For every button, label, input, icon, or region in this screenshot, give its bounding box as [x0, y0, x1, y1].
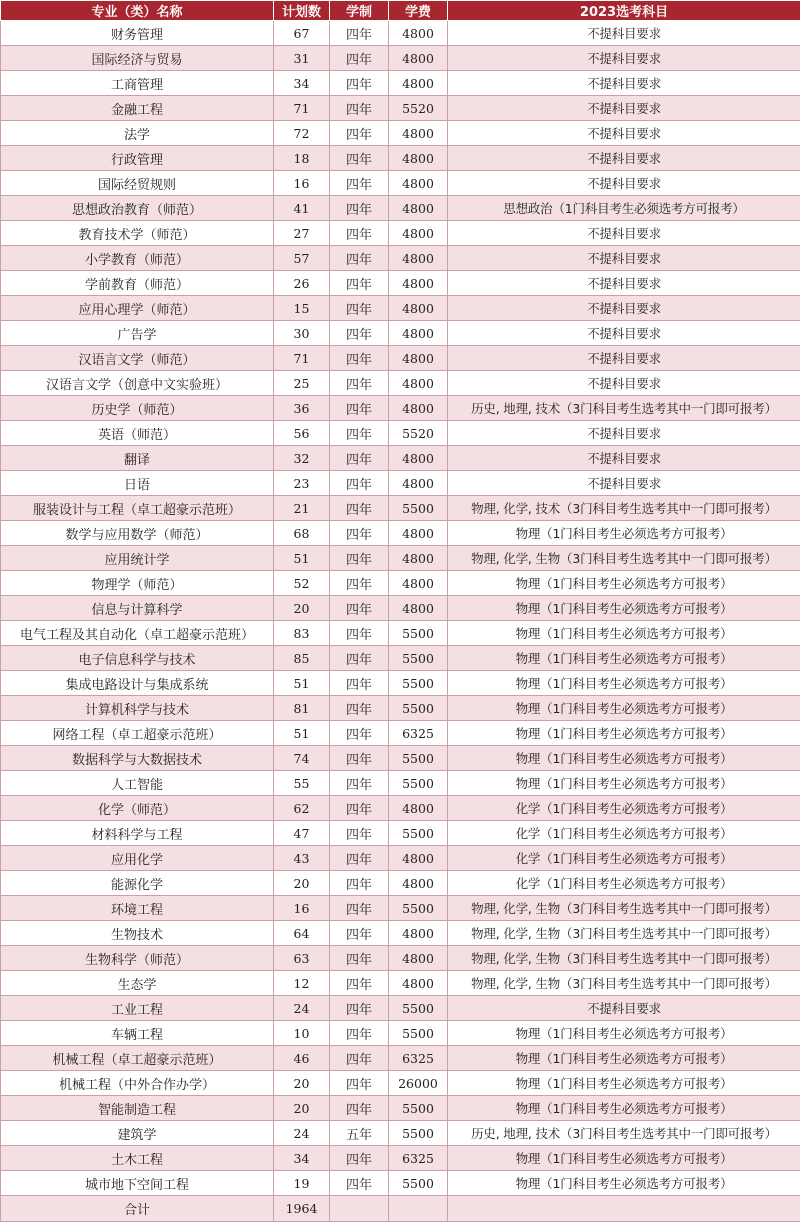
total-row — [1, 1196, 800, 1222]
major-cell: 生态学 — [1, 971, 274, 996]
major-cell: 机械工程（卓工超豪示范班） — [1, 1046, 274, 1071]
major-cell: 建筑学 — [1, 1121, 274, 1146]
major-cell: 应用化学 — [1, 846, 274, 871]
subjects-cell: 物理（1门科目考生必须选考方可报考） — [448, 596, 800, 621]
subjects-cell: 不提科目要求 — [448, 346, 800, 371]
duration-cell: 四年 — [330, 746, 389, 771]
subjects-cell: 物理（1门科目考生必须选考方可报考） — [448, 1171, 800, 1196]
major-cell: 英语（师范） — [1, 421, 274, 446]
major-cell: 生物技术 — [1, 921, 274, 946]
duration-cell: 四年 — [330, 1096, 389, 1121]
table-row — [1, 571, 800, 596]
plan-cell: 74 — [274, 746, 330, 771]
fee-cell: 4800 — [389, 171, 448, 196]
table-row — [1, 846, 800, 871]
major-cell: 日语 — [1, 471, 274, 496]
plan-cell: 56 — [274, 421, 330, 446]
subjects-cell: 不提科目要求 — [448, 121, 800, 146]
subjects-cell: 化学（1门科目考生必须选考方可报考） — [448, 846, 800, 871]
subjects-cell: 物理, 化学, 生物（3门科目考生选考其中一门即可报考） — [448, 971, 800, 996]
plan-cell: 51 — [274, 546, 330, 571]
major-cell: 人工智能 — [1, 771, 274, 796]
duration-cell: 四年 — [330, 396, 389, 421]
subjects-cell: 不提科目要求 — [448, 246, 800, 271]
major-cell: 城市地下空间工程 — [1, 1171, 274, 1196]
subjects-cell: 物理, 化学, 生物（3门科目考生选考其中一门即可报考） — [448, 946, 800, 971]
subjects-cell: 不提科目要求 — [448, 371, 800, 396]
duration-cell: 四年 — [330, 196, 389, 221]
duration-cell: 四年 — [330, 996, 389, 1021]
plan-cell: 27 — [274, 221, 330, 246]
subjects-cell: 不提科目要求 — [448, 446, 800, 471]
fee-cell: 5520 — [389, 421, 448, 446]
major-cell: 土木工程 — [1, 1146, 274, 1171]
plan-cell: 24 — [274, 1121, 330, 1146]
duration-cell: 四年 — [330, 571, 389, 596]
fee-cell: 4800 — [389, 796, 448, 821]
table-row — [1, 171, 800, 196]
fee-cell: 4800 — [389, 21, 448, 46]
major-cell: 计算机科学与技术 — [1, 696, 274, 721]
major-cell: 信息与计算科学 — [1, 596, 274, 621]
duration-cell: 五年 — [330, 1121, 389, 1146]
duration-cell: 四年 — [330, 771, 389, 796]
fee-cell: 4800 — [389, 296, 448, 321]
major-cell: 工商管理 — [1, 71, 274, 96]
table-row — [1, 371, 800, 396]
table-row — [1, 446, 800, 471]
subjects-cell: 不提科目要求 — [448, 171, 800, 196]
plan-cell: 64 — [274, 921, 330, 946]
table-row — [1, 971, 800, 996]
table-row — [1, 21, 800, 46]
duration-cell: 四年 — [330, 46, 389, 71]
fee-cell: 4800 — [389, 321, 448, 346]
table-row — [1, 246, 800, 271]
plan-cell: 47 — [274, 821, 330, 846]
duration-cell: 四年 — [330, 421, 389, 446]
fee-cell: 5500 — [389, 746, 448, 771]
header-subjects: 2023选考科目 — [448, 1, 800, 21]
plan-cell: 21 — [274, 496, 330, 521]
table-row — [1, 621, 800, 646]
fee-cell: 5500 — [389, 996, 448, 1021]
plan-cell: 71 — [274, 346, 330, 371]
fee-cell: 4800 — [389, 921, 448, 946]
major-cell: 数据科学与大数据技术 — [1, 746, 274, 771]
fee-cell: 4800 — [389, 371, 448, 396]
subjects-cell: 化学（1门科目考生必须选考方可报考） — [448, 821, 800, 846]
table-row — [1, 296, 800, 321]
table-row — [1, 871, 800, 896]
duration-cell: 四年 — [330, 871, 389, 896]
fee-cell: 26000 — [389, 1071, 448, 1096]
fee-cell: 4800 — [389, 946, 448, 971]
table-row — [1, 71, 800, 96]
duration-cell: 四年 — [330, 971, 389, 996]
fee-cell: 4800 — [389, 546, 448, 571]
fee-cell: 5520 — [389, 96, 448, 121]
duration-cell: 四年 — [330, 1046, 389, 1071]
plan-cell: 26 — [274, 271, 330, 296]
subjects-cell: 物理, 化学, 生物（3门科目考生选考其中一门即可报考） — [448, 896, 800, 921]
duration-cell: 四年 — [330, 296, 389, 321]
plan-cell: 30 — [274, 321, 330, 346]
subjects-cell: 物理（1门科目考生必须选考方可报考） — [448, 621, 800, 646]
subjects-cell: 物理, 化学, 生物（3门科目考生选考其中一门即可报考） — [448, 546, 800, 571]
fee-cell: 6325 — [389, 1146, 448, 1171]
plan-cell: 83 — [274, 621, 330, 646]
duration-cell: 四年 — [330, 696, 389, 721]
table-row — [1, 821, 800, 846]
major-cell: 物理学（师范） — [1, 571, 274, 596]
fee-cell: 4800 — [389, 971, 448, 996]
duration-cell: 四年 — [330, 946, 389, 971]
duration-cell: 四年 — [330, 221, 389, 246]
major-cell: 材料科学与工程 — [1, 821, 274, 846]
major-cell: 法学 — [1, 121, 274, 146]
plan-cell: 41 — [274, 196, 330, 221]
table-row — [1, 671, 800, 696]
fee-cell: 4800 — [389, 246, 448, 271]
table-row — [1, 646, 800, 671]
duration-cell: 四年 — [330, 146, 389, 171]
table-row — [1, 196, 800, 221]
subjects-cell: 不提科目要求 — [448, 296, 800, 321]
plan-cell: 16 — [274, 896, 330, 921]
duration-cell: 四年 — [330, 796, 389, 821]
subjects-cell: 物理（1门科目考生必须选考方可报考） — [448, 646, 800, 671]
plan-cell: 43 — [274, 846, 330, 871]
major-cell: 网络工程（卓工超豪示范班） — [1, 721, 274, 746]
major-cell: 智能制造工程 — [1, 1096, 274, 1121]
major-cell: 化学（师范） — [1, 796, 274, 821]
plan-cell: 23 — [274, 471, 330, 496]
duration-cell: 四年 — [330, 1071, 389, 1096]
subjects-cell: 物理（1门科目考生必须选考方可报考） — [448, 696, 800, 721]
subjects-cell: 物理, 化学, 生物（3门科目考生选考其中一门即可报考） — [448, 921, 800, 946]
major-cell: 生物科学（师范） — [1, 946, 274, 971]
header-plan: 计划数 — [274, 1, 330, 21]
fee-cell: 5500 — [389, 1021, 448, 1046]
table-row — [1, 1021, 800, 1046]
total-empty-cell — [389, 1196, 448, 1222]
plan-cell: 31 — [274, 46, 330, 71]
plan-cell: 36 — [274, 396, 330, 421]
subjects-cell: 思想政治（1门科目考生必须选考方可报考） — [448, 196, 800, 221]
plan-cell: 85 — [274, 646, 330, 671]
fee-cell: 5500 — [389, 646, 448, 671]
table-row — [1, 121, 800, 146]
subjects-cell: 不提科目要求 — [448, 996, 800, 1021]
table-row — [1, 946, 800, 971]
plan-cell: 20 — [274, 1071, 330, 1096]
subjects-cell: 物理（1门科目考生必须选考方可报考） — [448, 721, 800, 746]
duration-cell: 四年 — [330, 346, 389, 371]
major-cell: 环境工程 — [1, 896, 274, 921]
fee-cell: 4800 — [389, 571, 448, 596]
duration-cell: 四年 — [330, 596, 389, 621]
table-row — [1, 221, 800, 246]
fee-cell: 4800 — [389, 221, 448, 246]
fee-cell: 5500 — [389, 771, 448, 796]
table-row — [1, 896, 800, 921]
table-row — [1, 1146, 800, 1171]
total-empty-cell — [330, 1196, 389, 1222]
fee-cell: 4800 — [389, 46, 448, 71]
table-row — [1, 696, 800, 721]
fee-cell: 4800 — [389, 596, 448, 621]
subjects-cell: 不提科目要求 — [448, 96, 800, 121]
major-cell: 电气工程及其自动化（卓工超豪示范班） — [1, 621, 274, 646]
table-row — [1, 471, 800, 496]
duration-cell: 四年 — [330, 896, 389, 921]
major-cell: 汉语言文学（师范） — [1, 346, 274, 371]
fee-cell: 4800 — [389, 196, 448, 221]
subjects-cell: 不提科目要求 — [448, 421, 800, 446]
table-row — [1, 346, 800, 371]
major-cell: 国际经济与贸易 — [1, 46, 274, 71]
subjects-cell: 物理（1门科目考生必须选考方可报考） — [448, 1071, 800, 1096]
subjects-cell: 不提科目要求 — [448, 471, 800, 496]
fee-cell: 6325 — [389, 721, 448, 746]
fee-cell: 5500 — [389, 821, 448, 846]
table-row — [1, 996, 800, 1021]
plan-cell: 24 — [274, 996, 330, 1021]
duration-cell: 四年 — [330, 721, 389, 746]
plan-cell: 52 — [274, 571, 330, 596]
plan-cell: 19 — [274, 1171, 330, 1196]
subjects-cell: 不提科目要求 — [448, 271, 800, 296]
major-cell: 应用心理学（师范） — [1, 296, 274, 321]
duration-cell: 四年 — [330, 921, 389, 946]
plan-cell: 55 — [274, 771, 330, 796]
header-duration: 学制 — [330, 1, 389, 21]
fee-cell: 5500 — [389, 1121, 448, 1146]
table-row — [1, 1171, 800, 1196]
plan-cell: 68 — [274, 521, 330, 546]
subjects-cell: 物理（1门科目考生必须选考方可报考） — [448, 1021, 800, 1046]
table-row — [1, 546, 800, 571]
plan-cell: 67 — [274, 21, 330, 46]
table-row — [1, 796, 800, 821]
fee-cell: 4800 — [389, 446, 448, 471]
subjects-cell: 化学（1门科目考生必须选考方可报考） — [448, 796, 800, 821]
duration-cell: 四年 — [330, 621, 389, 646]
fee-cell: 5500 — [389, 621, 448, 646]
fee-cell: 4800 — [389, 146, 448, 171]
major-cell: 翻译 — [1, 446, 274, 471]
table-row — [1, 271, 800, 296]
plan-cell: 15 — [274, 296, 330, 321]
subjects-cell: 不提科目要求 — [448, 221, 800, 246]
subjects-cell: 不提科目要求 — [448, 146, 800, 171]
major-cell: 电子信息科学与技术 — [1, 646, 274, 671]
table-row — [1, 771, 800, 796]
subjects-cell: 物理（1门科目考生必须选考方可报考） — [448, 1046, 800, 1071]
table-row — [1, 96, 800, 121]
subjects-cell: 物理（1门科目考生必须选考方可报考） — [448, 521, 800, 546]
major-cell: 学前教育（师范） — [1, 271, 274, 296]
plan-cell: 51 — [274, 721, 330, 746]
subjects-cell: 不提科目要求 — [448, 46, 800, 71]
fee-cell: 4800 — [389, 121, 448, 146]
total-empty-cell — [448, 1196, 800, 1222]
fee-cell: 5500 — [389, 896, 448, 921]
major-cell: 国际经贸规则 — [1, 171, 274, 196]
major-cell: 教育技术学（师范） — [1, 221, 274, 246]
duration-cell: 四年 — [330, 821, 389, 846]
total-plan: 1964 — [274, 1196, 330, 1222]
major-cell: 汉语言文学（创意中文实验班） — [1, 371, 274, 396]
major-cell: 行政管理 — [1, 146, 274, 171]
subjects-cell: 不提科目要求 — [448, 321, 800, 346]
duration-cell: 四年 — [330, 121, 389, 146]
fee-cell: 4800 — [389, 271, 448, 296]
table-row — [1, 596, 800, 621]
fee-cell: 4800 — [389, 471, 448, 496]
table-row — [1, 746, 800, 771]
fee-cell: 5500 — [389, 671, 448, 696]
table-row — [1, 1071, 800, 1096]
subjects-cell: 化学（1门科目考生必须选考方可报考） — [448, 871, 800, 896]
subjects-cell: 物理（1门科目考生必须选考方可报考） — [448, 1096, 800, 1121]
subjects-cell: 物理（1门科目考生必须选考方可报考） — [448, 1146, 800, 1171]
header-fee: 学费 — [389, 1, 448, 21]
duration-cell: 四年 — [330, 1171, 389, 1196]
duration-cell: 四年 — [330, 446, 389, 471]
plan-cell: 20 — [274, 871, 330, 896]
table-row — [1, 721, 800, 746]
plan-cell: 32 — [274, 446, 330, 471]
table-row — [1, 1121, 800, 1146]
major-cell: 金融工程 — [1, 96, 274, 121]
duration-cell: 四年 — [330, 671, 389, 696]
duration-cell: 四年 — [330, 646, 389, 671]
table-row — [1, 1096, 800, 1121]
duration-cell: 四年 — [330, 171, 389, 196]
table-body — [1, 21, 800, 1196]
table-row — [1, 496, 800, 521]
subjects-cell: 物理（1门科目考生必须选考方可报考） — [448, 671, 800, 696]
major-cell: 服装设计与工程（卓工超豪示范班） — [1, 496, 274, 521]
table-header-row — [1, 1, 800, 21]
table-row — [1, 921, 800, 946]
fee-cell: 5500 — [389, 1171, 448, 1196]
subjects-cell: 不提科目要求 — [448, 21, 800, 46]
duration-cell: 四年 — [330, 321, 389, 346]
fee-cell: 4800 — [389, 71, 448, 96]
subjects-cell: 物理（1门科目考生必须选考方可报考） — [448, 771, 800, 796]
plan-cell: 20 — [274, 596, 330, 621]
fee-cell: 4800 — [389, 871, 448, 896]
duration-cell: 四年 — [330, 371, 389, 396]
duration-cell: 四年 — [330, 1021, 389, 1046]
major-cell: 能源化学 — [1, 871, 274, 896]
header-major: 专业（类）名称 — [1, 1, 274, 21]
total-label: 合计 — [1, 1196, 274, 1222]
major-cell: 集成电路设计与集成系统 — [1, 671, 274, 696]
major-cell: 财务管理 — [1, 21, 274, 46]
major-cell: 应用统计学 — [1, 546, 274, 571]
major-cell: 车辆工程 — [1, 1021, 274, 1046]
subjects-cell: 物理（1门科目考生必须选考方可报考） — [448, 571, 800, 596]
major-cell: 广告学 — [1, 321, 274, 346]
major-cell: 小学教育（师范） — [1, 246, 274, 271]
plan-cell: 12 — [274, 971, 330, 996]
table-row — [1, 146, 800, 171]
duration-cell: 四年 — [330, 21, 389, 46]
fee-cell: 6325 — [389, 1046, 448, 1071]
plan-cell: 72 — [274, 121, 330, 146]
plan-cell: 51 — [274, 671, 330, 696]
major-cell: 机械工程（中外合作办学） — [1, 1071, 274, 1096]
table-row — [1, 46, 800, 71]
table-row — [1, 321, 800, 346]
plan-cell: 25 — [274, 371, 330, 396]
subjects-cell: 物理（1门科目考生必须选考方可报考） — [448, 746, 800, 771]
major-cell: 历史学（师范） — [1, 396, 274, 421]
fee-cell: 4800 — [389, 846, 448, 871]
duration-cell: 四年 — [330, 96, 389, 121]
duration-cell: 四年 — [330, 546, 389, 571]
fee-cell: 5500 — [389, 1096, 448, 1121]
subjects-cell: 物理, 化学, 技术（3门科目考生选考其中一门即可报考） — [448, 496, 800, 521]
plan-cell: 34 — [274, 71, 330, 96]
plan-cell: 16 — [274, 171, 330, 196]
table-row — [1, 421, 800, 446]
duration-cell: 四年 — [330, 471, 389, 496]
plan-cell: 62 — [274, 796, 330, 821]
subjects-cell: 历史, 地理, 技术（3门科目考生选考其中一门即可报考） — [448, 396, 800, 421]
fee-cell: 5500 — [389, 496, 448, 521]
table-row — [1, 1046, 800, 1071]
subjects-cell: 不提科目要求 — [448, 71, 800, 96]
duration-cell: 四年 — [330, 1146, 389, 1171]
duration-cell: 四年 — [330, 71, 389, 96]
plan-cell: 81 — [274, 696, 330, 721]
plan-cell: 63 — [274, 946, 330, 971]
major-cell: 数学与应用数学（师范） — [1, 521, 274, 546]
fee-cell: 4800 — [389, 346, 448, 371]
table-row — [1, 521, 800, 546]
plan-cell: 18 — [274, 146, 330, 171]
plan-cell: 71 — [274, 96, 330, 121]
fee-cell: 4800 — [389, 396, 448, 421]
duration-cell: 四年 — [330, 496, 389, 521]
duration-cell: 四年 — [330, 271, 389, 296]
plan-cell: 34 — [274, 1146, 330, 1171]
major-cell: 工业工程 — [1, 996, 274, 1021]
duration-cell: 四年 — [330, 846, 389, 871]
fee-cell: 4800 — [389, 521, 448, 546]
fee-cell: 5500 — [389, 696, 448, 721]
subjects-cell: 历史, 地理, 技术（3门科目考生选考其中一门即可报考） — [448, 1121, 800, 1146]
plan-cell: 46 — [274, 1046, 330, 1071]
table-row — [1, 396, 800, 421]
duration-cell: 四年 — [330, 521, 389, 546]
plan-cell: 57 — [274, 246, 330, 271]
plan-cell: 10 — [274, 1021, 330, 1046]
major-cell: 思想政治教育（师范） — [1, 196, 274, 221]
duration-cell: 四年 — [330, 246, 389, 271]
plan-cell: 20 — [274, 1096, 330, 1121]
